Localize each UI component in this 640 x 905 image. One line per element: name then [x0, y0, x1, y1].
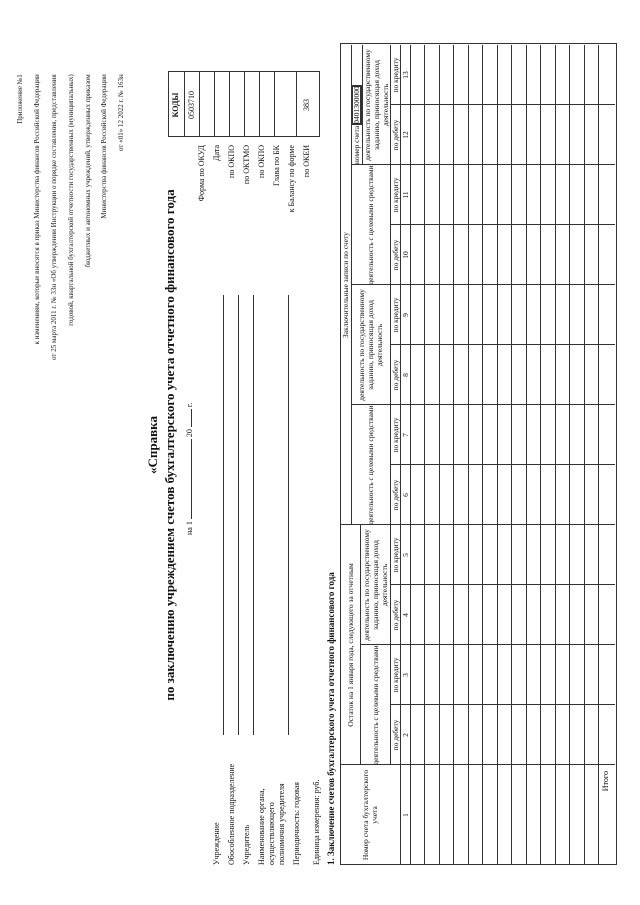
column-number: 1 [400, 813, 410, 817]
field-authority-label-2: осуществляющего [267, 802, 276, 865]
header-debit: по дебету [390, 719, 400, 751]
section-title: 1. Заключение счетов бухгалтерского учета отчетного финансового года [326, 572, 336, 865]
code-label-balance: к Балансу по форме [287, 145, 296, 213]
table-row-line [482, 45, 483, 865]
header-account-number: Номер счета бухгалтерского учета [361, 769, 379, 861]
column-number: 11 [400, 191, 410, 199]
date-suffix: г. [185, 402, 194, 408]
appendix-note [8, 74, 126, 360]
table-header-line [362, 45, 363, 165]
code-label-okpo: по ОКПО [227, 145, 236, 178]
total-row-label: Итого [600, 771, 610, 792]
column-number: 5 [400, 553, 410, 557]
column-number: 6 [400, 493, 410, 497]
header-credit: по кредиту [390, 537, 400, 573]
table-header-line [360, 525, 361, 765]
header-closing-state-2: деятельность по государственному заданию, приносящая доход деятельность [362, 49, 390, 161]
code-okei-value: 383 [302, 99, 311, 111]
form-subtitle: по заключению учреждением счетов бухгалтерского учета отчетного финансового года [162, 189, 177, 701]
appendix-line: Приложение №1 [16, 74, 25, 124]
column-number: 2 [400, 733, 410, 737]
field-subdivision-label: Обособленное подразделение [227, 763, 236, 865]
form-title: «Справка [145, 416, 160, 474]
column-number: 7 [400, 433, 410, 437]
header-closing-state-1: деятельность по государственному заданию, приносящая доход деятельность [357, 289, 384, 401]
code-label-glava: Глава по БК [272, 145, 281, 186]
code-label-okud: Форма по ОКУД [197, 145, 206, 202]
header-debit: по дебету [390, 119, 400, 151]
date-blank [191, 439, 192, 519]
date-prefix: на 1 [185, 521, 194, 535]
table-row-line [424, 45, 425, 865]
header-credit: по кредиту [390, 177, 400, 213]
field-institution-label: Учреждение [212, 822, 221, 865]
appendix-line: от 25 марта 2011 г. № 33н «Об утверждении Инструкции о порядке составления, представления [50, 74, 59, 360]
code-label-date: Дата [212, 145, 221, 161]
header-debit: по дебету [390, 239, 400, 271]
table-header-line [400, 45, 401, 865]
table-header-line [410, 45, 411, 865]
header-account-number-value: 0401300000 [352, 86, 361, 124]
header-closing-targeted-1: деятельность с целевыми средствами [366, 405, 375, 525]
header-debit: по дебету [390, 359, 400, 391]
header-closing-group: Заключительные записи по счету [341, 232, 350, 338]
table-row-line [497, 45, 498, 865]
field-institution-line [223, 295, 224, 735]
appendix-line: бюджетных и автономных учреждений, утвержденных приказом [83, 74, 92, 268]
table-row-line [598, 45, 599, 865]
table-row-line [511, 45, 512, 865]
column-number: 3 [400, 673, 410, 677]
table-row-line [439, 45, 440, 865]
header-balance-group: Остаток на 1 января года, следующего за отчетным [345, 563, 355, 727]
table-column-line [360, 644, 615, 645]
field-periodicity: Периодичность: годовая [292, 782, 301, 865]
column-number: 4 [400, 613, 410, 617]
table-column-line [340, 764, 615, 765]
field-authority-label-3: полномочия учредителя [277, 783, 286, 865]
column-number: 10 [400, 251, 410, 259]
field-authority-label-1: Наименование органа, [257, 788, 266, 865]
header-credit: по кредиту [390, 57, 400, 93]
header-debit: по дебету [390, 479, 400, 511]
table-row-line [540, 45, 541, 865]
table-row-line [569, 45, 570, 865]
appendix-line: к изменениям, которые вносятся в приказ Министерства финансов Российской Федерации [33, 74, 42, 345]
appendix-date-line: от «01» 12 2022 г. № 163н [117, 74, 126, 151]
table-header-line [351, 45, 352, 525]
field-authority-line [288, 295, 289, 735]
appendix-line: Министерства финансов Российской Федерации [100, 74, 109, 219]
code-okud-value: 0503710 [187, 91, 196, 119]
column-number: 9 [400, 313, 410, 317]
code-label-oktmo: по ОКТМО [242, 145, 251, 185]
appendix-line: годовой, квартальной бухгалтерской отчетности государственных (муниципальных) [66, 74, 75, 326]
header-credit: по кредиту [390, 657, 400, 693]
header-balance-targeted: деятельность с целевыми средствами [370, 645, 380, 765]
field-founder-line [253, 295, 254, 735]
codes-header: КОДЫ [171, 92, 180, 118]
table-row-line [468, 45, 469, 865]
header-balance-state: деятельность по государственному заданию, приносящая доход деятельность [361, 529, 389, 641]
year-blank [191, 409, 192, 427]
table-row-line [526, 45, 527, 865]
column-number: 12 [400, 131, 410, 139]
header-credit: по кредиту [390, 297, 400, 333]
header-credit: по кредиту [390, 417, 400, 453]
code-label-okei: по ОКЕИ [302, 145, 311, 178]
code-label-okpo-founder: по ОКПО [257, 145, 266, 178]
header-account-number-label: номер счета [352, 125, 361, 165]
table-row-line [584, 45, 585, 865]
table-row-line [453, 45, 454, 865]
table-row-line [555, 45, 556, 865]
date-year: 20 [185, 429, 194, 438]
header-debit: по дебету [390, 599, 400, 631]
field-founder-label: Учредитель [242, 824, 251, 865]
table-column-line [340, 524, 615, 525]
table-header-line [390, 45, 391, 765]
header-closing-targeted-2: деятельность с целевыми средствами [366, 165, 375, 285]
field-unit: Единица измерения: руб. [312, 779, 321, 865]
column-number: 13 [400, 71, 410, 79]
column-number: 8 [400, 373, 410, 377]
field-subdivision-line [238, 295, 239, 735]
report-date-line [186, 403, 195, 535]
